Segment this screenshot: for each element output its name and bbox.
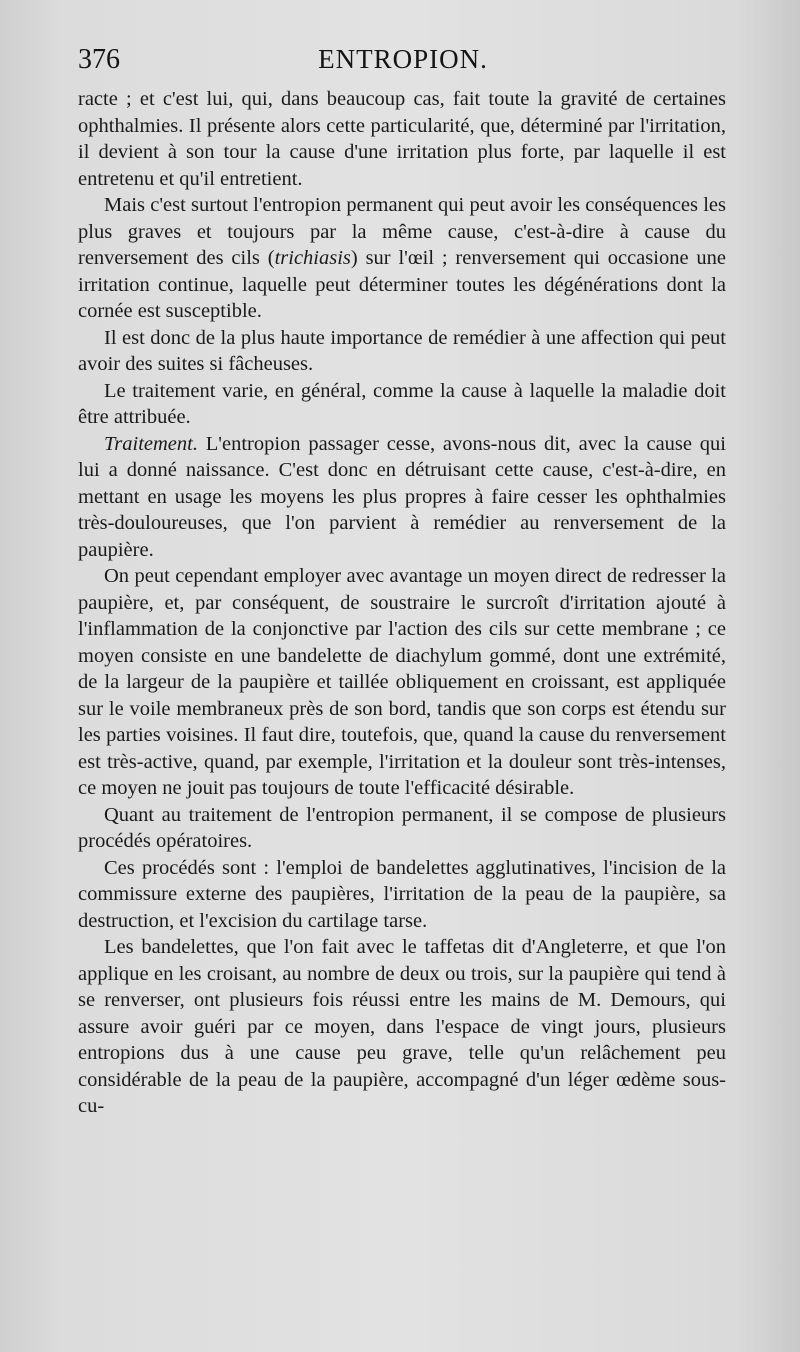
paragraph-8	[78, 855, 726, 935]
paragraph-4	[78, 378, 726, 431]
page-number: 376	[78, 44, 120, 75]
paragraph-text: Quant au traitement de l'entropion permanent, il se compose de plusieurs procédés opératoires.	[78, 803, 726, 852]
paragraph-7	[78, 802, 726, 855]
italic-term: trichiasis	[274, 247, 351, 269]
running-title: ENTROPION.	[318, 44, 488, 74]
italic-lead: Traitement.	[104, 432, 198, 455]
page-header	[78, 40, 728, 90]
paragraph-5	[78, 431, 726, 564]
paragraph-text: Les bandelettes, que l'on fait avec le taffetas dit d'Angleterre, et que l'on applique en les croisant, au nombre de deux ou trois, sur la paupière qui tend à se renverser, ont plusieurs fois réussi entre les mains de M. Demours, qui assure avoir guéri par ce moyen, dans l'espace de vingt jours, plusieurs entropions dus à une cause peu grave, telle qu'un relâchement peu considérable de la peau de la paupière, accompagné d'un léger œdème sous-cu-	[78, 936, 726, 1117]
body-text	[78, 86, 726, 1120]
paragraph-3	[78, 325, 726, 378]
paragraph-1	[78, 86, 726, 192]
paragraph-text: L'entropion passager cesse, avons-nous dit, avec la cause qui lui a donné naissance. C'est donc en détruisant cette cause, c'est-à-dire, en mettant en usage les moyens les plus propres à faire cesser les ophthalmies très-douloureuses, que l'on parvient à remédier au renversement de la paupière.	[78, 432, 726, 561]
paragraph-2	[78, 192, 726, 325]
paragraph-text-after: ) sur l'œil ; renversement qui occasione une irritation continue, laquelle peut déterminer toutes les dégénérations dont la cornée est susceptible.	[78, 247, 726, 322]
paragraph-text: Le traitement varie, en général, comme la cause à laquelle la maladie doit être attribuée.	[78, 379, 726, 428]
paragraph-text: Il est donc de la plus haute importance de remédier à une affection qui peut avoir des suites si fâcheuses.	[78, 326, 726, 375]
paragraph-9	[78, 934, 726, 1120]
paragraph-text: Ces procédés sont : l'emploi de bandelettes agglutinatives, l'incision de la commissure externe des paupières, l'irritation de la peau de la paupière, sa destruction, et l'excision du cartilage tarse.	[78, 856, 726, 932]
paragraph-6	[78, 563, 726, 802]
paragraph-text: racte ; et c'est lui, qui, dans beaucoup cas, fait toute la gravité de certaines ophthalmies. Il présente alors cette particularité, que, déterminé par l'irritation, il devient à son tour la cause d'une irritation plus forte, par laquelle il est entretenu et qu'il entretient.	[78, 88, 726, 190]
paragraph-text: On peut cependant employer avec avantage un moyen direct de redresser la paupière, et, par conséquent, de soustraire le surcroît d'irritation ajouté à l'inflammation de la conjonctive par l'action des cils sur cette membrane ; ce moyen consiste en une bandelette de diachylum gommé, dont une extrémité, de la largeur de la paupière et taillée obliquement en croissant, est appliquée sur le voile membraneux près de son bord, tandis que son corps est étendu sur les parties voisines. Il faut dire, toutefois, que, quand la cause du renversement est très-active, quand, par exemple, l'irritation et la douleur sont très-intenses, ce moyen ne jouit pas toujours de toute l'efficacité désirable.	[78, 565, 726, 799]
paragraph-text: Mais c'est surtout l'entropion permanent qui peut avoir les conséquences les plus graves et toujours par la même cause, c'est-à-dire à cause du renversement des cils (	[78, 194, 726, 269]
